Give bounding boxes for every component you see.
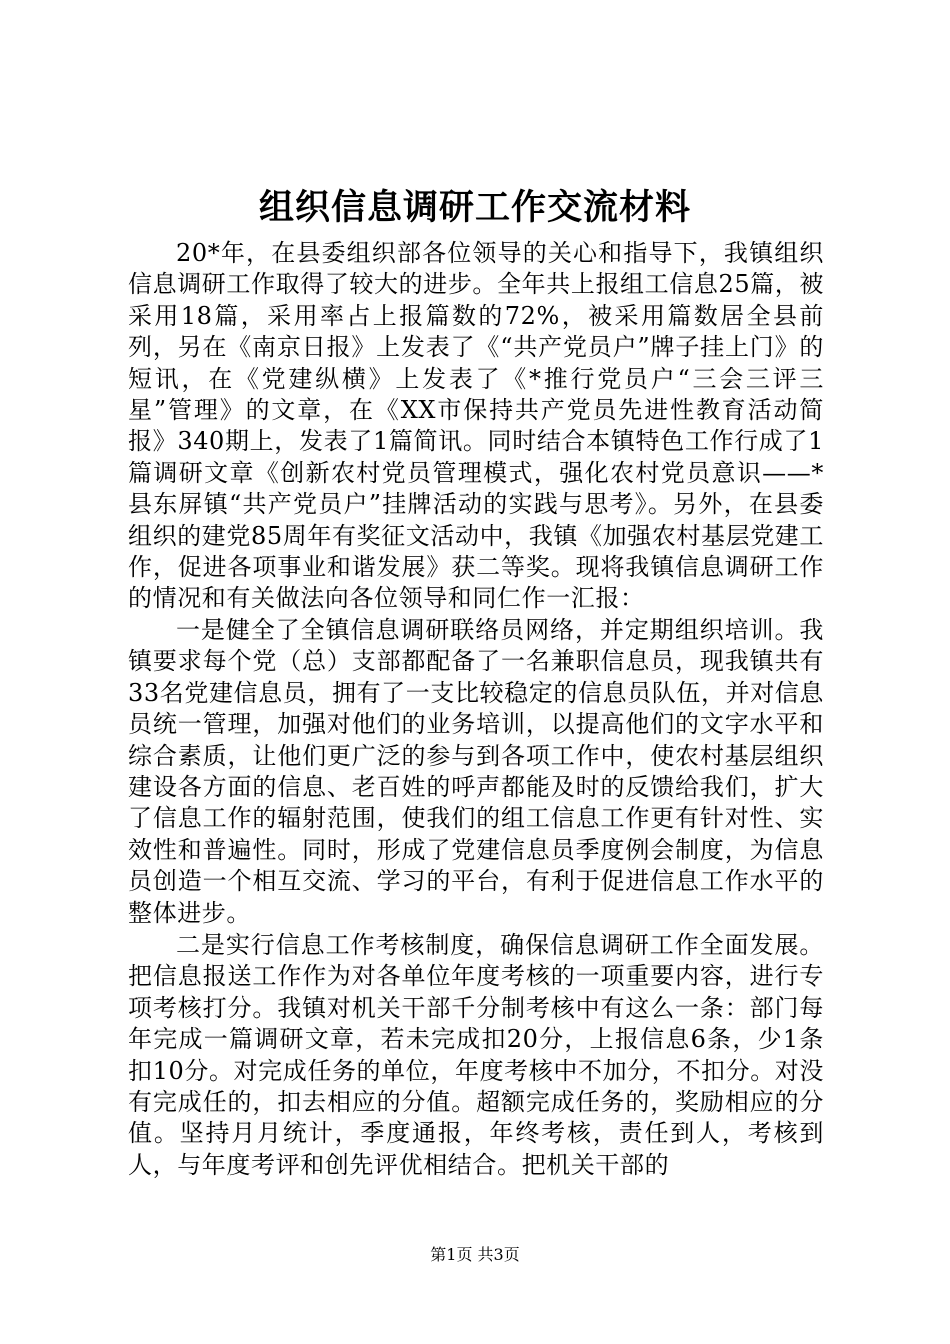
paragraph-intro: 20*年，在县委组织部各位领导的关心和指导下，我镇组织信息调研工作取得了较大的进步。全年共上报组工信息25篇，被采用18篇，采用率占上报篇数的72%，被采用篇数居全县前列，另在《南京日报》上发表了《“共产党员户”牌子挂上门》的短讯，在《党建纵横》上发表了《*推行党员户“三会三评三星”管理》的文章，在《XX市保持共产党员先进性教育活动简报》340期上，发表了1篇简讯。同时结合本镇特色工作行成了1篇调研文章《创新农村党员管理模式，强化农村党员意识——*县东屏镇“共产党员户”挂牌活动的实践与思考》。另外，在县委组织的建党85周年有奖征文活动中，我镇《加强农村基层党建工作，促进各项事业和谐发展》获二等奖。现将我镇信息调研工作的情况和有关做法向各位领导和同仁作一汇报： (128, 239, 824, 613)
paragraph-point-one: 一是健全了全镇信息调研联络员网络，并定期组织培训。我镇要求每个党（总）支部都配备了一名兼职信息员，现我镇共有33名党建信息员，拥有了一支比较稳定的信息员队伍，并对信息员统一管理，加强对他们的业务培训，以提高他们的文字水平和综合素质，让他们更广泛的参与到各项工作中，使农村基层组织建设各方面的信息、老百姓的呼声都能及时的反馈给我们，扩大了信息工作的辐射范围，使我们的组工信息工作更有针对性、实效性和普遍性。同时，形成了党建信息员季度例会制度，为信息员创造一个相互交流、学习的平台，有利于促进信息工作水平的整体进步。 (128, 616, 824, 927)
paragraph-point-two: 二是实行信息工作考核制度，确保信息调研工作全面发展。把信息报送工作作为对各单位年度考核的一项重要内容，进行专项考核打分。我镇对机关干部千分制考核中有这么一条：部门每年完成一篇调研文章，若未完成扣20分，上报信息6条，少1条扣10分。对完成任务的单位，年度考核中不加分，不扣分。对没有完成任的，扣去相应的分值。超额完成任务的，奖励相应的分值。坚持月月统计，季度通报，年终考核，责任到人，考核到人，与年度考评和创先评优相结合。把机关干部的 (128, 931, 824, 1179)
page-number-footer: 第1页 共3页 (430, 1245, 520, 1264)
document-title: 组织信息调研工作交流材料 (258, 187, 691, 228)
